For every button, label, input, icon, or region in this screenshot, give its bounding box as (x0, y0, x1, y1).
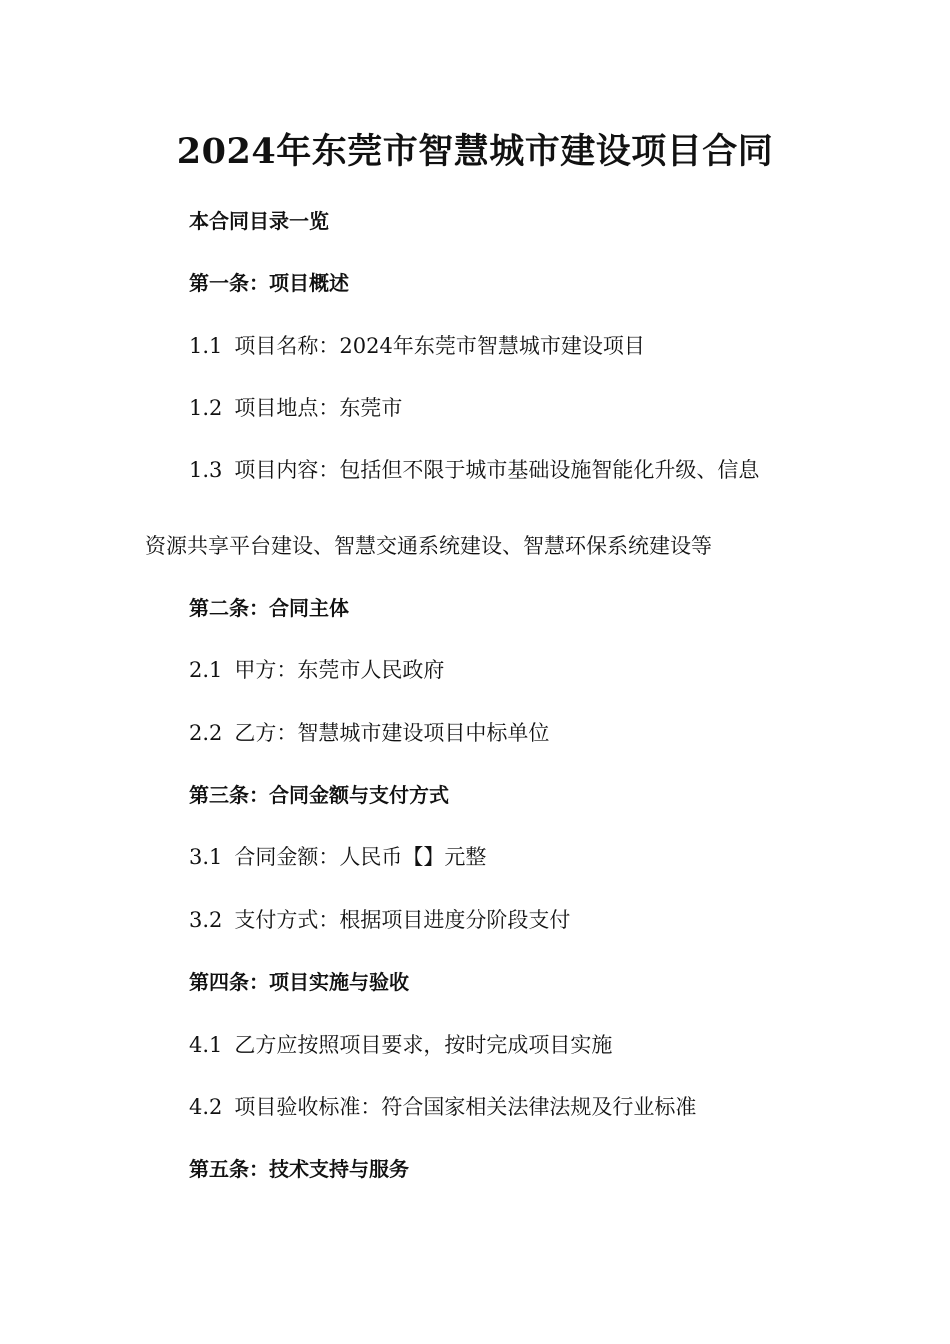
section-heading-5: 第五条：技术支持与服务 (189, 1157, 409, 1181)
clause-text: 项目验收标准：符合国家相关法律法规及行业标准 (234, 1095, 697, 1119)
clause-text: 合同金额：人民币【】元整 (234, 845, 487, 869)
clause-2-2 (189, 718, 549, 748)
clause-text: 甲方：东莞市人民政府 (234, 658, 445, 682)
toc-heading: 本合同目录一览 (189, 209, 329, 233)
clause-4-1 (189, 1030, 612, 1060)
clause-1-1 (189, 331, 645, 361)
section-heading-2: 第二条：合同主体 (189, 596, 349, 620)
clause-text: 乙方：智慧城市建设项目中标单位 (234, 721, 550, 745)
clause-number: 3.1 (189, 845, 223, 869)
section-heading-3: 第三条：合同金额与支付方式 (189, 783, 449, 807)
clause-number: 2.1 (189, 658, 223, 682)
clause-number: 4.2 (189, 1095, 223, 1119)
document-title: 2024年东莞市智慧城市建设项目合同 (176, 131, 774, 172)
clause-1-3-continuation: 资源共享平台建设、智慧交通系统建设、智慧环保系统建设等 (145, 534, 712, 558)
clause-number: 3.2 (189, 908, 223, 932)
section-heading-1: 第一条：项目概述 (189, 271, 349, 295)
section-heading-4: 第四条：项目实施与验收 (189, 970, 409, 994)
clause-number: 1.3 (189, 458, 223, 482)
clause-1-2 (189, 393, 402, 423)
clause-4-2 (189, 1092, 696, 1122)
clause-text: 乙方应按照项目要求，按时完成项目实施 (234, 1033, 613, 1057)
clause-text: 项目名称：2024年东莞市智慧城市建设项目 (234, 334, 645, 358)
clause-text: 支付方式：根据项目进度分阶段支付 (234, 908, 571, 932)
clause-number: 4.1 (189, 1033, 223, 1057)
clause-number: 1.1 (189, 334, 223, 358)
clause-text: 项目地点：东莞市 (234, 396, 403, 420)
clause-2-1 (189, 655, 444, 685)
clause-3-2 (189, 905, 570, 935)
clause-number: 1.2 (189, 396, 223, 420)
clause-1-3 (189, 455, 759, 485)
clause-3-1 (189, 842, 486, 872)
clause-number: 2.2 (189, 721, 223, 745)
clause-text: 项目内容：包括但不限于城市基础设施智能化升级、信息 (234, 458, 760, 482)
